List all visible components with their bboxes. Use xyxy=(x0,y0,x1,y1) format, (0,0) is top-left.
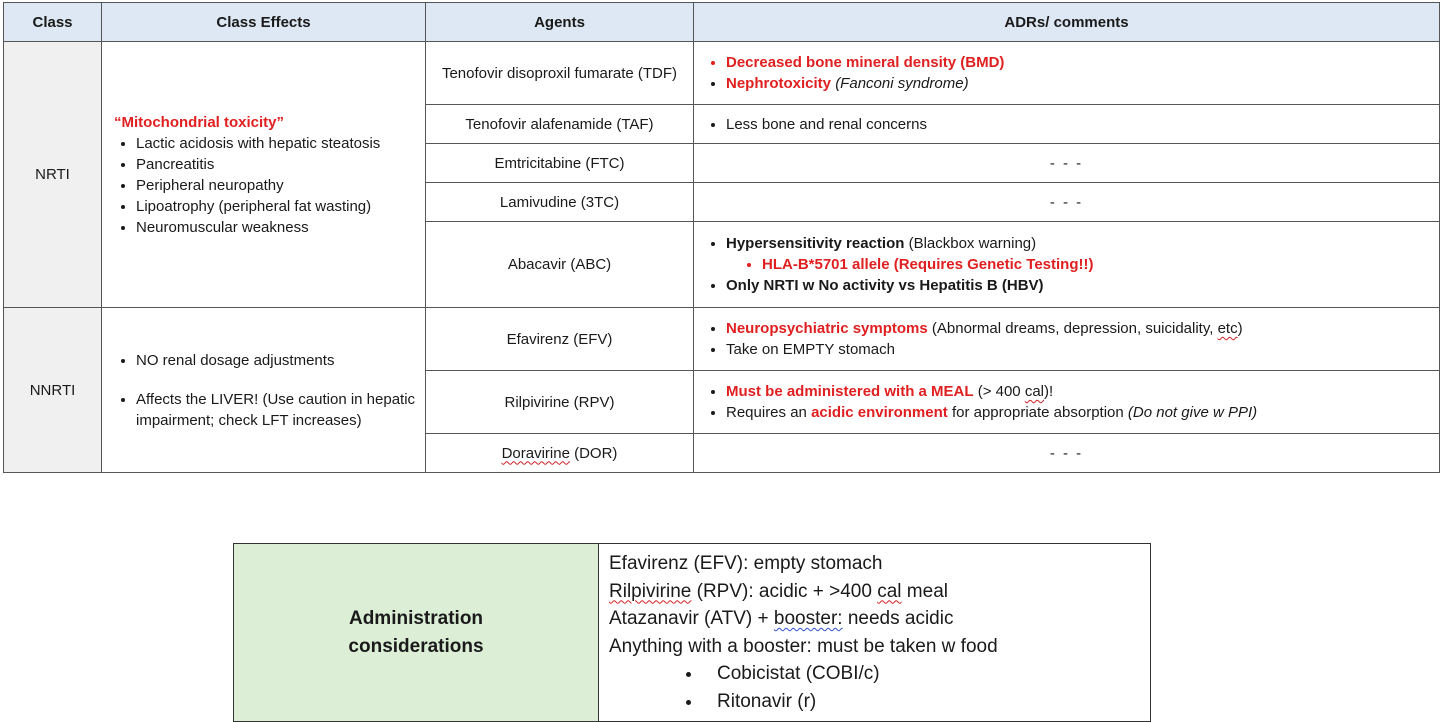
header-adrs: ADRs/ comments xyxy=(694,3,1440,42)
list-item: • Pancreatitis xyxy=(136,154,425,175)
nrti-effects-list xyxy=(114,133,425,238)
table-row xyxy=(4,42,1440,105)
agent-efv: Efavirenz (EFV) xyxy=(426,308,694,371)
booster-list xyxy=(609,660,1140,715)
list-item: • Lactic acidosis with hepatic steatosis xyxy=(136,133,425,154)
list-item: • Less bone and renal concerns xyxy=(726,114,1429,135)
class-nrti: NRTI xyxy=(4,42,102,308)
list-item: • Peripheral neuropathy xyxy=(136,175,425,196)
agent-tdf: Tenofovir disoproxil fumarate (TDF) xyxy=(426,42,694,105)
list-item: • Only NRTI w No activity vs Hepatitis B (HBV) xyxy=(726,275,1429,296)
arv-class-table xyxy=(3,2,1440,473)
adr-tdf xyxy=(694,42,1440,105)
list-item: • Take on EMPTY stomach xyxy=(726,339,1429,360)
list-item: • NO renal dosage adjustments xyxy=(136,350,425,371)
header-row xyxy=(4,3,1440,42)
administration-content xyxy=(599,544,1151,722)
adr-taf xyxy=(694,105,1440,144)
nnrti-effects xyxy=(102,308,426,473)
list-item: • Hypersensitivity reaction (Blackbox warning) xyxy=(726,233,1429,254)
adr-3tc: - - - xyxy=(694,183,1440,222)
admin-line-efv: Efavirenz (EFV): empty stomach xyxy=(609,553,883,574)
agent-3tc: Lamivudine (3TC) xyxy=(426,183,694,222)
administration-box xyxy=(233,543,1151,722)
admin-line-booster: Anything with a booster: must be taken w food xyxy=(609,635,998,657)
table-row xyxy=(4,308,1440,371)
agent-taf: Tenofovir alafenamide (TAF) xyxy=(426,105,694,144)
list-item: • Neuropsychiatric symptoms (Abnormal dreams, depression, suicidality, etc) xyxy=(726,318,1429,339)
class-nnrti: NNRTI xyxy=(4,308,102,473)
adr-rpv xyxy=(694,371,1440,434)
list-item: • Requires an acidic environment for appropriate absorption (Do not give w PPI) xyxy=(726,402,1429,423)
list-item: • Lipoatrophy (peripheral fat wasting) xyxy=(136,196,425,217)
header-class: Class xyxy=(4,3,102,42)
admin-line-rpv: Rilpivirine (RPV): acidic + >400 cal meal xyxy=(609,580,948,602)
adr-dor: - - - xyxy=(694,434,1440,473)
adr-abc xyxy=(694,222,1440,308)
agent-ftc: Emtricitabine (FTC) xyxy=(426,144,694,183)
adr-efv xyxy=(694,308,1440,371)
list-item: • Must be administered with a MEAL (> 400 cal)! xyxy=(726,381,1429,402)
header-agents: Agents xyxy=(426,3,694,42)
list-item: • Nephrotoxicity (Fanconi syndrome) xyxy=(726,73,1429,94)
nrti-effects xyxy=(102,42,426,308)
list-item: • Neuromuscular weakness xyxy=(136,217,425,238)
list-item: • Decreased bone mineral density (BMD) xyxy=(726,52,1429,73)
agent-dor: Doravirine (DOR) xyxy=(426,434,694,473)
list-item: • HLA-B*5701 allele (Requires Genetic Testing!!) xyxy=(762,254,1429,275)
admin-line-atv: Atazanavir (ATV) + booster: needs acidic xyxy=(609,608,954,629)
list-item: • Cobicistat (COBI/c) xyxy=(703,660,1140,688)
administration-label: Administration considerations xyxy=(234,544,599,722)
agent-abc: Abacavir (ABC) xyxy=(426,222,694,308)
list-item: • Ritonavir (r) xyxy=(703,688,1140,716)
list-item: • Affects the LIVER! (Use caution in hepatic impairment; check LFT increases) xyxy=(136,389,425,431)
agent-rpv: Rilpivirine (RPV) xyxy=(426,371,694,434)
nrti-effects-title: “Mitochondrial toxicity” xyxy=(114,113,285,131)
header-class-effects: Class Effects xyxy=(102,3,426,42)
adr-ftc: - - - xyxy=(694,144,1440,183)
